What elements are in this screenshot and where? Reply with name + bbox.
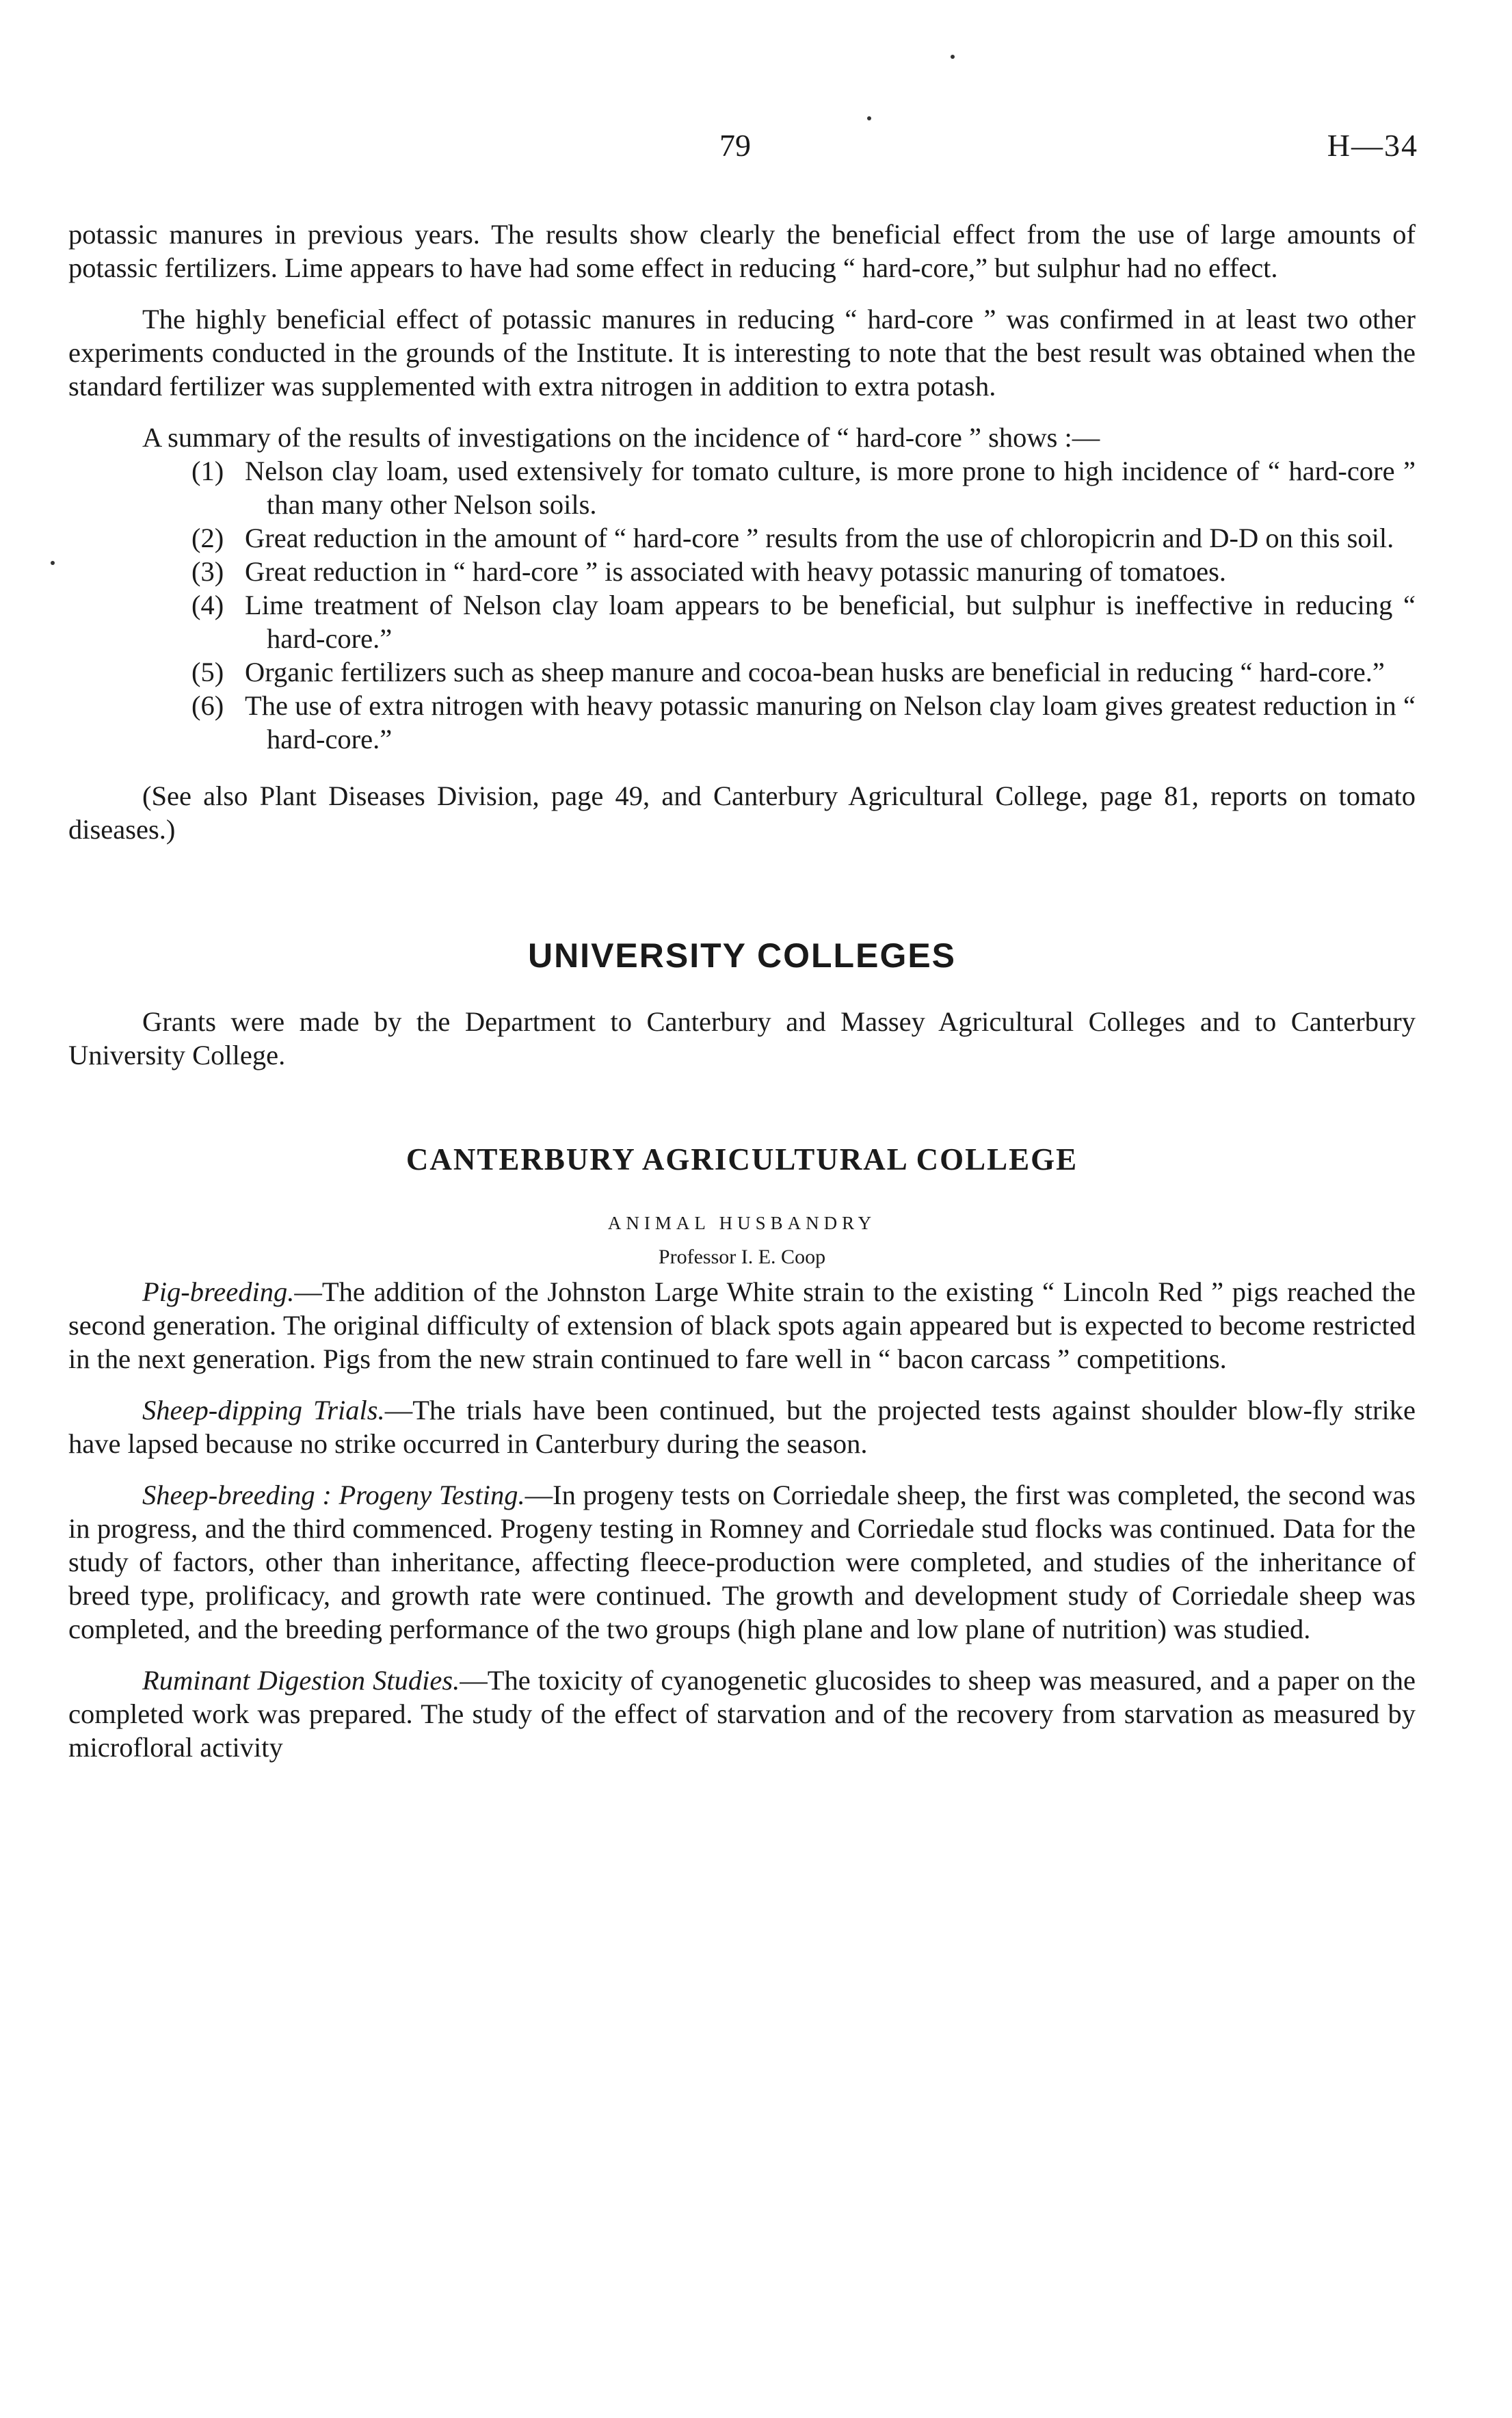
scan-speck (51, 561, 55, 565)
section-heading: Sheep-dipping Trials. (142, 1394, 385, 1425)
division-title: ANIMAL HUSBANDRY (607, 1212, 877, 1233)
scan-speck (867, 116, 871, 120)
summary-lead: A summary of the results of investigations on the incidence of “ hard-core ” shows :— (142, 422, 1100, 453)
summary-item: (5) Organic fertilizers such as sheep manure and cocoa-bean husks are beneficial in reducing “ hard-core.” (191, 657, 1385, 687)
college-title: CANTERBURY AGRICULTURAL COLLEGE (406, 1142, 1078, 1177)
intro-paragraph-1: potassic manures in previous years. The results show clearly the beneficial effect from the use of large amounts of potassic fertilizers. Lime appears to have had some effect in reducing “ hard-core,” but sulphur had no effect. (68, 219, 1416, 283)
page-body (68, 218, 1416, 1764)
ruminant-digestion-paragraph: Ruminant Digestion Studies.—The toxicity of cyanogenetic glucosides to sheep was measured, and a paper on the completed work was prepared. The study of the effect of starvation and of the recovery from starvation as measured by microfloral activity (68, 1664, 1416, 1763)
section-title: UNIVERSITY COLLEGES (527, 936, 957, 975)
summary-item: (4) Lime treatment of Nelson clay loam appears to be beneficial, but sulphur is ineffective in reducing “ hard-core.” (191, 590, 1416, 654)
see-also-note: (See also Plant Diseases Division, page 49, and Canterbury Agricultural College, page 81, reports on tomato diseases.) (68, 780, 1416, 845)
pig-breeding-paragraph: Pig-breeding.—The addition of the Johnston Large White strain to the existing “ Lincoln Red ” pigs reached the second generation. The original difficulty of extension of black spots again appeared but is expected to become restricted in the next generation. Pigs from the new strain continued to fare well in “ bacon carcass ” competitions. (68, 1276, 1416, 1374)
summary-item: (2) Great reduction in the amount of “ hard-core ” results from the use of chloropicrin and D-D on this soil. (191, 523, 1394, 553)
progeny-testing-paragraph: Sheep-breeding : Progeny Testing.—In progeny tests on Corriedale sheep, the first was completed, the second was in progress, and the third commenced. Progeny testing in Romney and Corriedale stud flocks was continued. Data for the study of factors, other than inheritance, affecting fleece-production were completed, and studies of the inheritance of breed type, prolificacy, and growth rate were continued. The growth and development study of Corriedale sheep was completed, and the breeding performance of the two groups (high plane and low plane of nutrition) was studied. (68, 1479, 1416, 1644)
section-heading: Sheep-breeding : Progeny Testing. (142, 1479, 525, 1510)
university-paragraph: Grants were made by the Department to Canterbury and Massey Agricultural Colleges and to Canterbury University College. (68, 1006, 1416, 1070)
summary-list (68, 454, 1416, 756)
summary-item: (1) Nelson clay loam, used extensively for tomato culture, is more prone to high incidence of “ hard-core ” than many other Nelson soils. (191, 456, 1416, 520)
summary-item: (6) The use of extra nitrogen with heavy potassic manuring on Nelson clay loam gives greatest reduction in “ hard-core.” (191, 690, 1416, 754)
section-heading: Pig-breeding. (142, 1276, 295, 1307)
professor-name: Professor I. E. Coop (658, 1245, 826, 1268)
report-reference: H—34 (1327, 128, 1418, 163)
intro-paragraph-2: The highly beneficial effect of potassic manures in reducing “ hard-core ” was confirmed in at least two other experiments conducted in the grounds of the Institute. It is interesting to note that the best result was obtained when the standard fertilizer was supplemented with extra nitrogen in addition to extra potash. (68, 304, 1416, 402)
page-number: 79 (719, 128, 751, 163)
summary-item: (3) Great reduction in “ hard-core ” is associated with heavy potassic manuring of tomatoes. (191, 556, 1227, 587)
sheep-dipping-paragraph: Sheep-dipping Trials.—The trials have been continued, but the projected tests against shoulder blow-fly strike have lapsed because no strike occurred in Canterbury during the season. (68, 1394, 1416, 1459)
scan-speck (951, 55, 955, 59)
section-heading: Ruminant Digestion Studies. (142, 1664, 460, 1696)
